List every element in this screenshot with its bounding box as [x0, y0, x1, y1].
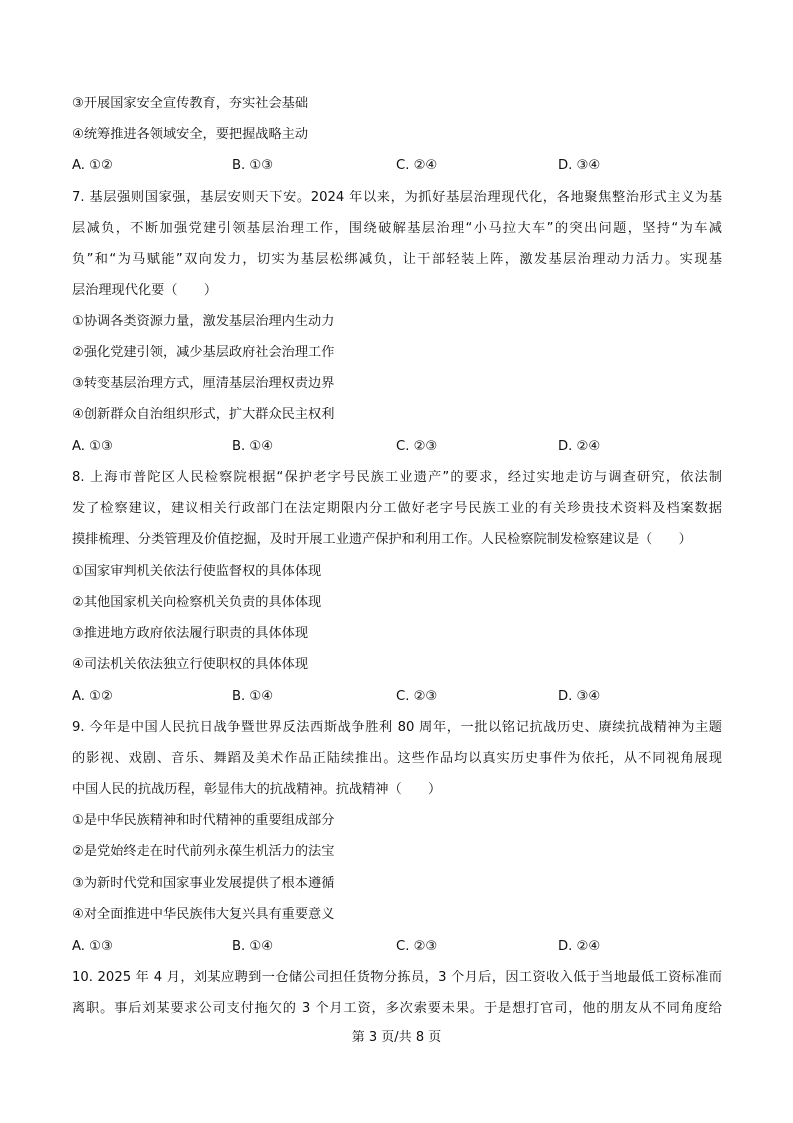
- q8-option-c: C. ②③: [396, 689, 438, 704]
- q10-stem-line-1: 10. 2025 年 4 月，刘某应聘到一仓储公司担任货物分拣员，3 个月后，因工资收入低于当地最低工资标准而: [72, 970, 722, 985]
- q6-option-a: A. ①②: [72, 158, 113, 173]
- q9-option-c: C. ②③: [396, 939, 438, 954]
- q7-option-d: D. ②④: [558, 439, 601, 454]
- q7-stem-line-1: 7. 基层强则国家强，基层安则天下安。2024 年以来，为抓好基层治理现代化，各地聚焦整治形式主义为基: [72, 190, 722, 205]
- q8-stem-line-2: 发了检察建议，建议相关行政部门在法定期限内分工做好老字号民族工业的有关珍贵技术资料及档案数据: [72, 501, 722, 516]
- q6-option-b: B. ①③: [232, 158, 274, 173]
- q6-option-d: D. ③④: [558, 158, 601, 173]
- q7-stem-line-2: 层减负，不断加强党建引领基层治理工作，围绕破解基层治理“小马拉大车”的突出问题，坚持“为车减: [72, 221, 722, 236]
- q8-statement-1: ①国家审判机关依法行使监督权的具体体现: [72, 564, 322, 579]
- q8-options: [72, 689, 722, 705]
- q7-stem-line-4: 层治理现代化要（ ）: [72, 283, 218, 298]
- q7-stem-line-3: 负”和“为马赋能”双向发力，切实为基层松绑减负，让干部轻装上阵，激发基层治理动力活力。实现基: [72, 252, 722, 267]
- q8-statement-3: ③推进地方政府依法履行职责的具体体现: [72, 626, 309, 641]
- page-number: 第 3 页/共 8 页: [351, 1030, 442, 1045]
- q9-option-a: A. ①③: [72, 939, 113, 954]
- q8-statement-4: ④司法机关依法独立行使职权的具体体现: [72, 657, 309, 672]
- q6-option-c: C. ②④: [396, 158, 438, 173]
- q9-statement-3: ③为新时代党和国家事业发展提供了根本遵循: [72, 876, 335, 891]
- q7-option-b: B. ①④: [232, 439, 274, 454]
- q10-stem-line-2: 离职。事后刘某要求公司支付拖欠的 3 个月工资，多次索要未果。于是想打官司，他的朋友从不同角度给: [72, 1001, 722, 1016]
- q9-statement-2: ②是党始终走在时代前列永葆生机活力的法宝: [72, 844, 335, 859]
- q9-option-d: D. ②④: [558, 939, 601, 954]
- q8-stem-line-3: 摸排梳理、分类管理及价值挖掘，及时开展工业遗产保护和利用工作。人民检察院制发检察建议是（ ）: [72, 532, 692, 547]
- q7-statement-2: ②强化党建引领，减少基层政府社会治理工作: [72, 345, 335, 360]
- q9-options: [72, 939, 722, 955]
- q6-statement-4: ④统筹推进各领域安全，要把握战略主动: [72, 127, 309, 142]
- q7-option-c: C. ②③: [396, 439, 438, 454]
- q7-statement-3: ③转变基层治理方式，厘清基层治理权责边界: [72, 376, 335, 391]
- q8-statement-2: ②其他国家机关向检察机关负责的具体体现: [72, 595, 322, 610]
- q7-statement-1: ①协调各类资源力量，激发基层治理内生动力: [72, 314, 335, 329]
- q6-options: [72, 158, 722, 174]
- q9-statement-1: ①是中华民族精神和时代精神的重要组成部分: [72, 813, 335, 828]
- q7-statement-4: ④创新群众自治组织形式，扩大群众民主权利: [72, 407, 335, 422]
- q8-option-b: B. ①④: [232, 689, 274, 704]
- q7-option-a: A. ①③: [72, 439, 113, 454]
- q9-option-b: B. ①④: [232, 939, 274, 954]
- q9-statement-4: ④对全面推进中华民族伟大复兴具有重要意义: [72, 907, 335, 922]
- q6-statement-3: ③开展国家安全宣传教育，夯实社会基础: [72, 96, 309, 111]
- q9-stem-line-1: 9. 今年是中国人民抗日战争暨世界反法西斯战争胜利 80 周年，一批以铭记抗战历史、赓续抗战精神为主题: [72, 720, 722, 735]
- q9-stem-line-3: 中国人民的抗战历程，彰显伟大的抗战精神。抗战精神（ ）: [72, 782, 442, 797]
- q8-option-d: D. ③④: [558, 689, 601, 704]
- q8-option-a: A. ①②: [72, 689, 113, 704]
- q9-stem-line-2: 的影视、戏剧、音乐、舞蹈及美术作品正陆续推出。这些作品均以真实历史事件为依托，从不同视角展现: [72, 751, 722, 766]
- q7-options: [72, 439, 722, 455]
- q8-stem-line-1: 8. 上海市普陀区人民检察院根据“保护老字号民族工业遗产”的要求，经过实地走访与调查研究，依法制: [72, 470, 722, 485]
